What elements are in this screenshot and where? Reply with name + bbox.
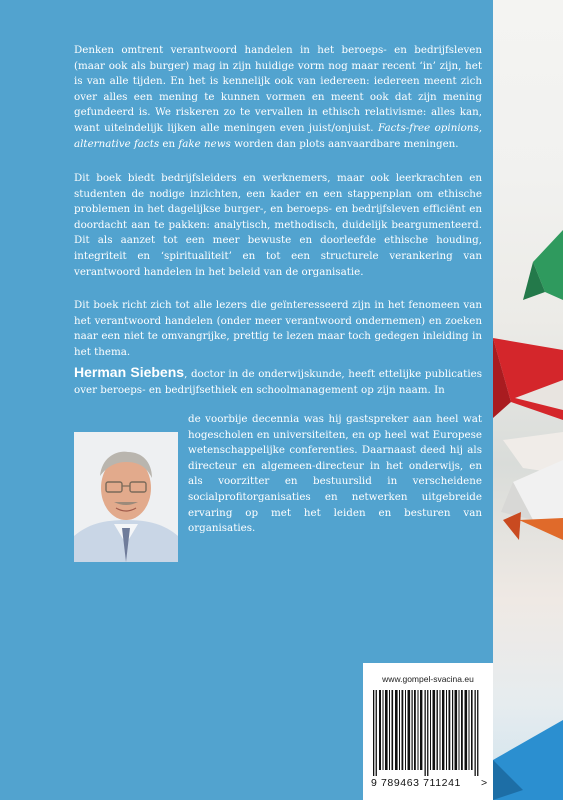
publisher-url[interactable]: www.gompel-svacina.eu bbox=[382, 674, 474, 684]
intro-ending: worden dan plots aanvaardbare meningen. bbox=[234, 137, 459, 150]
author-name: Herman Siebens bbox=[74, 364, 185, 380]
isbn-number: 9 789463 711241 bbox=[371, 777, 461, 789]
chevron-right-icon: > bbox=[481, 777, 488, 789]
paper-boats-illustration bbox=[493, 0, 563, 800]
intro-text: Denken omtrent verantwoord handelen in het beroeps- en bedrijfsleven (maar ook als burger) mag in zijn huidige vorm nog maar recent ‘in’ zijn, het is van alle tijden. En het is kennelijk ook van iedereen: iedereen meent zich over alles een mening te kunnen vormen en meent ook dat zijn mening gefundeerd is. We riskeren zo te vervallen in ethisch relativisme: alles kan, want uiteindelijk lijken alle meningen even juist/onjuist. bbox=[74, 44, 482, 134]
barcode-panel bbox=[363, 663, 493, 800]
barcode-icon bbox=[373, 690, 481, 776]
target-readers-paragraph: Dit boek richt zich tot alle lezers die geïnteresseerd zijn in het fenomeen van het verantwoord handelen (onder meer verantwoord ondernemen) en zoeken naar een niet te omvangrijke, prettig te lezen maar toch gedegen inleiding in het thema. bbox=[74, 299, 482, 358]
intro-emphasis-1: Facts-free opinions, alternative facts bbox=[74, 121, 483, 150]
author-intro bbox=[74, 365, 482, 398]
author-photo bbox=[74, 432, 178, 562]
author-bio: de voorbije decennia was hij gastspreker aan heel wat hogescholen en universiteiten, en op heel wat Europese wetenschappelijke conferenties. Daarnaast deed hij als directeur en algemeen-directeur in het onderwijs, en als voorzitter en bestuurslid in verscheidene socialprofitorganisaties en netwerken uitgebreide ervaring op met het leiden en besturen van organisaties. bbox=[188, 413, 482, 535]
paper-boats-photo bbox=[493, 0, 563, 800]
intro-connector: en bbox=[162, 137, 176, 150]
intro-paragraph bbox=[74, 43, 482, 152]
audience-paragraph: Dit boek biedt bedrijfsleiders en werknemers, maar ook leerkrachten en studenten de nodige inzichten, een kader en een stappenplan om ethische problemen in het dagelijkse burger-, en beroeps- en bedrijfsleven efficiënt en doordacht aan te pakken: analytisch, methodisch, duidelijk beargumenteerd. Dit als aanzet tot een meer bewuste en doorleefde ethische houding, integriteit en ‘spiritualiteit’ en tot een structurele verankering van verantwoord handelen in het beleid van de organisatie. bbox=[74, 172, 482, 278]
author-intro-text: , doctor in de onderwijskunde, heeft ettelijke publicaties over beroeps- en bedrijfsethiek en schoolmanagement op zijn naam. In bbox=[74, 368, 482, 396]
intro-emphasis-2: fake news bbox=[178, 137, 231, 150]
